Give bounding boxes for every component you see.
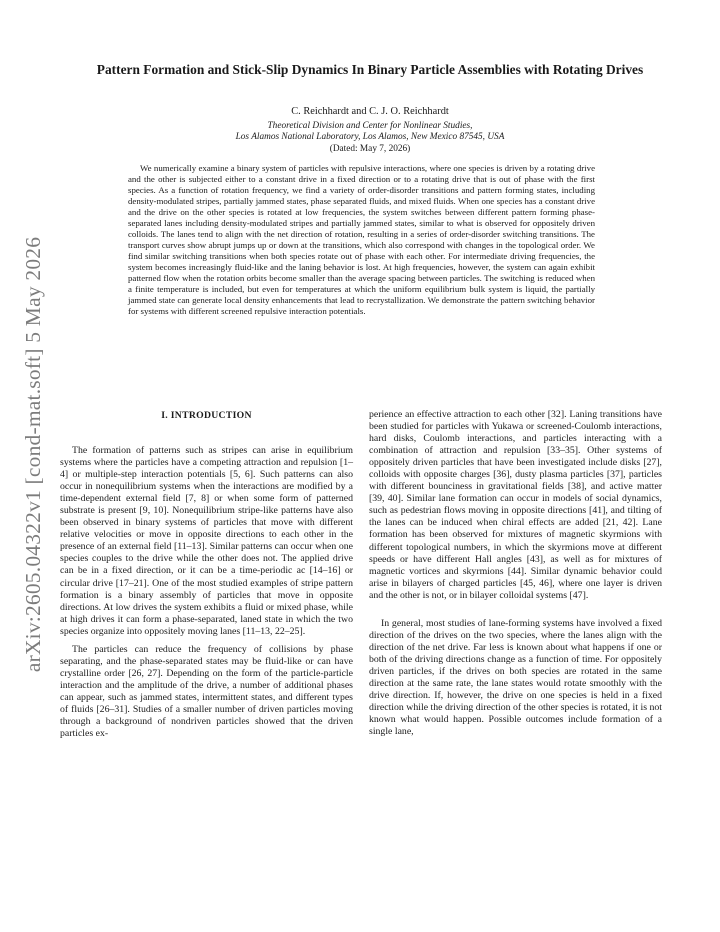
arxiv-identifier-text: arXiv:2605.04322v1 [cond-mat.soft] 5 May 2026 — [21, 236, 46, 672]
intro-paragraph-2-continued: perience an effective attraction to each other [32]. Laning transitions have been studied for particles with Yukawa or screened-Coulomb interactions, hard disks, Coulomb interactions, and particles interacting with a combination of attraction and repulsion [33–35]. Other systems of oppositely driven particles that have been investigated include disks [27], colloids with opposite charges [36], dusty plasma particles [37], particles with different bounciness in gravitational fields [38], and active matter [39, 40]. Similar lane formation can occur in models of social dynamics, such as pedestrian flows moving in opposite directions [41], and tilting of the lanes can be induced when chiral effects are added [21, 42]. Lane formation has been observed for mixtures of magnetic skyrmions with different topological numbers, in which the skyrmions move at different speeds or have different Hall angles [43], as well as for mixtures of magnetic vortices and skyrmions [44]. Similar dynamic behavior could arise in bilayers of charged particles [45, 46], where one layer is driven and the other is not, or in bilayer colloidal systems [47]. — [369, 409, 662, 601]
intro-paragraph-3: In general, most studies of lane-forming systems have involved a fixed direction of the drives on the two species, where the lanes align with the direction of the net drive. Far less is known about what happens if one or both of the driving directions change as a function of time. For oppositely driven particles, if the drives on both species are rotated in the same direction at the same rate, the lane states would rotate smoothly with the drive direction. If, however, the drive on one species is held in a fixed direction while the driving direction of the other species is rotated, it is not known what would happen. Possible outcomes include formation of a single lane, — [369, 617, 662, 738]
arxiv-identifier-stamp — [16, 226, 52, 682]
affiliation-line-2: Los Alamos National Laboratory, Los Alamos, New Mexico 87545, USA — [235, 132, 505, 142]
abstract: We numerically examine a binary system of particles with repulsive interactions, where one species is driven by a rotating drive and the other is subjected either to a constant drive in a fixed direction or to a rotating drive that is out of phase with the first species. As a function of rotation frequency, we find a variety of order-disorder transitions and pattern forming states, including density-modulated stripes, partially jammed states, phase separated fluids, and mixed fluids. When one species has a constant drive and the drive on the other species is rotated at low frequencies, the system switches between different pattern forming phase-separated lanes including density-modulated stripes and partially jammed states, similar to what is observed for oppositely driven colloids. The lanes tend to align with the net direction of rotation, resulting in a series of order-disorder switching transitions. The transport curves show abrupt jumps up or down at the transitions, which also correspond with changes in the topological order. We find similar switching transitions when both species rotate out of phase with each other. For intermediate driving frequencies, the system becomes increasingly fluid-like and the laning behavior is lost. At high frequencies, however, the system can again exhibit patterned flow when the rotation orbits become smaller than the average spacing between particles. The switching is reduced when a finite temperature is included, but even for temperatures at which the uniform equilibrium bulk system is liquid, the partially jammed state can generate local density enhancements that lead to recrystallization. We demonstrate the pattern switching behavior for systems with different screened repulsive interaction potentials. — [128, 163, 595, 316]
paper-title: Pattern Formation and Stick-Slip Dynamics In Binary Particle Assemblies with Rotating Drives — [96, 62, 644, 77]
paper-authors: C. Reichhardt and C. J. O. Reichhardt — [291, 106, 449, 117]
intro-paragraph-2: The particles can reduce the frequency of collisions by phase separating, and the phase-separated states may be fluid-like or can have crystalline order [26, 27]. Depending on the form of the particle-particle interaction and the amplitude of the drive, a number of additional phases can appear, such as jammed states, intermittent states, and different types of fluids [26–31]. Studies of a smaller number of driven particles moving through a background of nondriven particles showed that the driven particles ex- — [60, 643, 353, 740]
author-affiliation — [80, 121, 660, 143]
section-heading-introduction: I. INTRODUCTION — [161, 410, 252, 421]
paper-date: (Dated: May 7, 2026) — [329, 144, 411, 154]
right-column — [369, 409, 662, 738]
left-column — [60, 445, 353, 740]
affiliation-line-1: Theoretical Division and Center for Nonlinear Studies, — [267, 121, 473, 131]
intro-paragraph-1: The formation of patterns such as stripes can arise in equilibrium systems where the particles have a competing attraction and repulsion [1–4] or multiple-step interaction potentials [5, 6]. Such patterns can also occur in nonequilibrium systems when the interactions are modified by a time-dependent external field [7, 8] or when some form of patterned substrate is present [9, 10]. Nonequilibrium stripe-like patterns have also been observed in binary systems of particles that move with different relative velocities or move in opposite directions to each other in the presence of an external field [11–13]. Similar patterns can occur when one species couples to the drive while the other does not. The applied drive can be in a fixed direction, or it can be a time-periodic ac [14–16] or circular drive [17–21]. One of the most studied examples of stripe pattern formation is a binary assembly of particles that move in opposite directions. At low drives the system exhibits a fluid or mixed phase, while at high drives it can form a phase-separated, laned state in which the two species organize into oppositely moving lanes [11–13, 22–25]. — [60, 445, 353, 637]
